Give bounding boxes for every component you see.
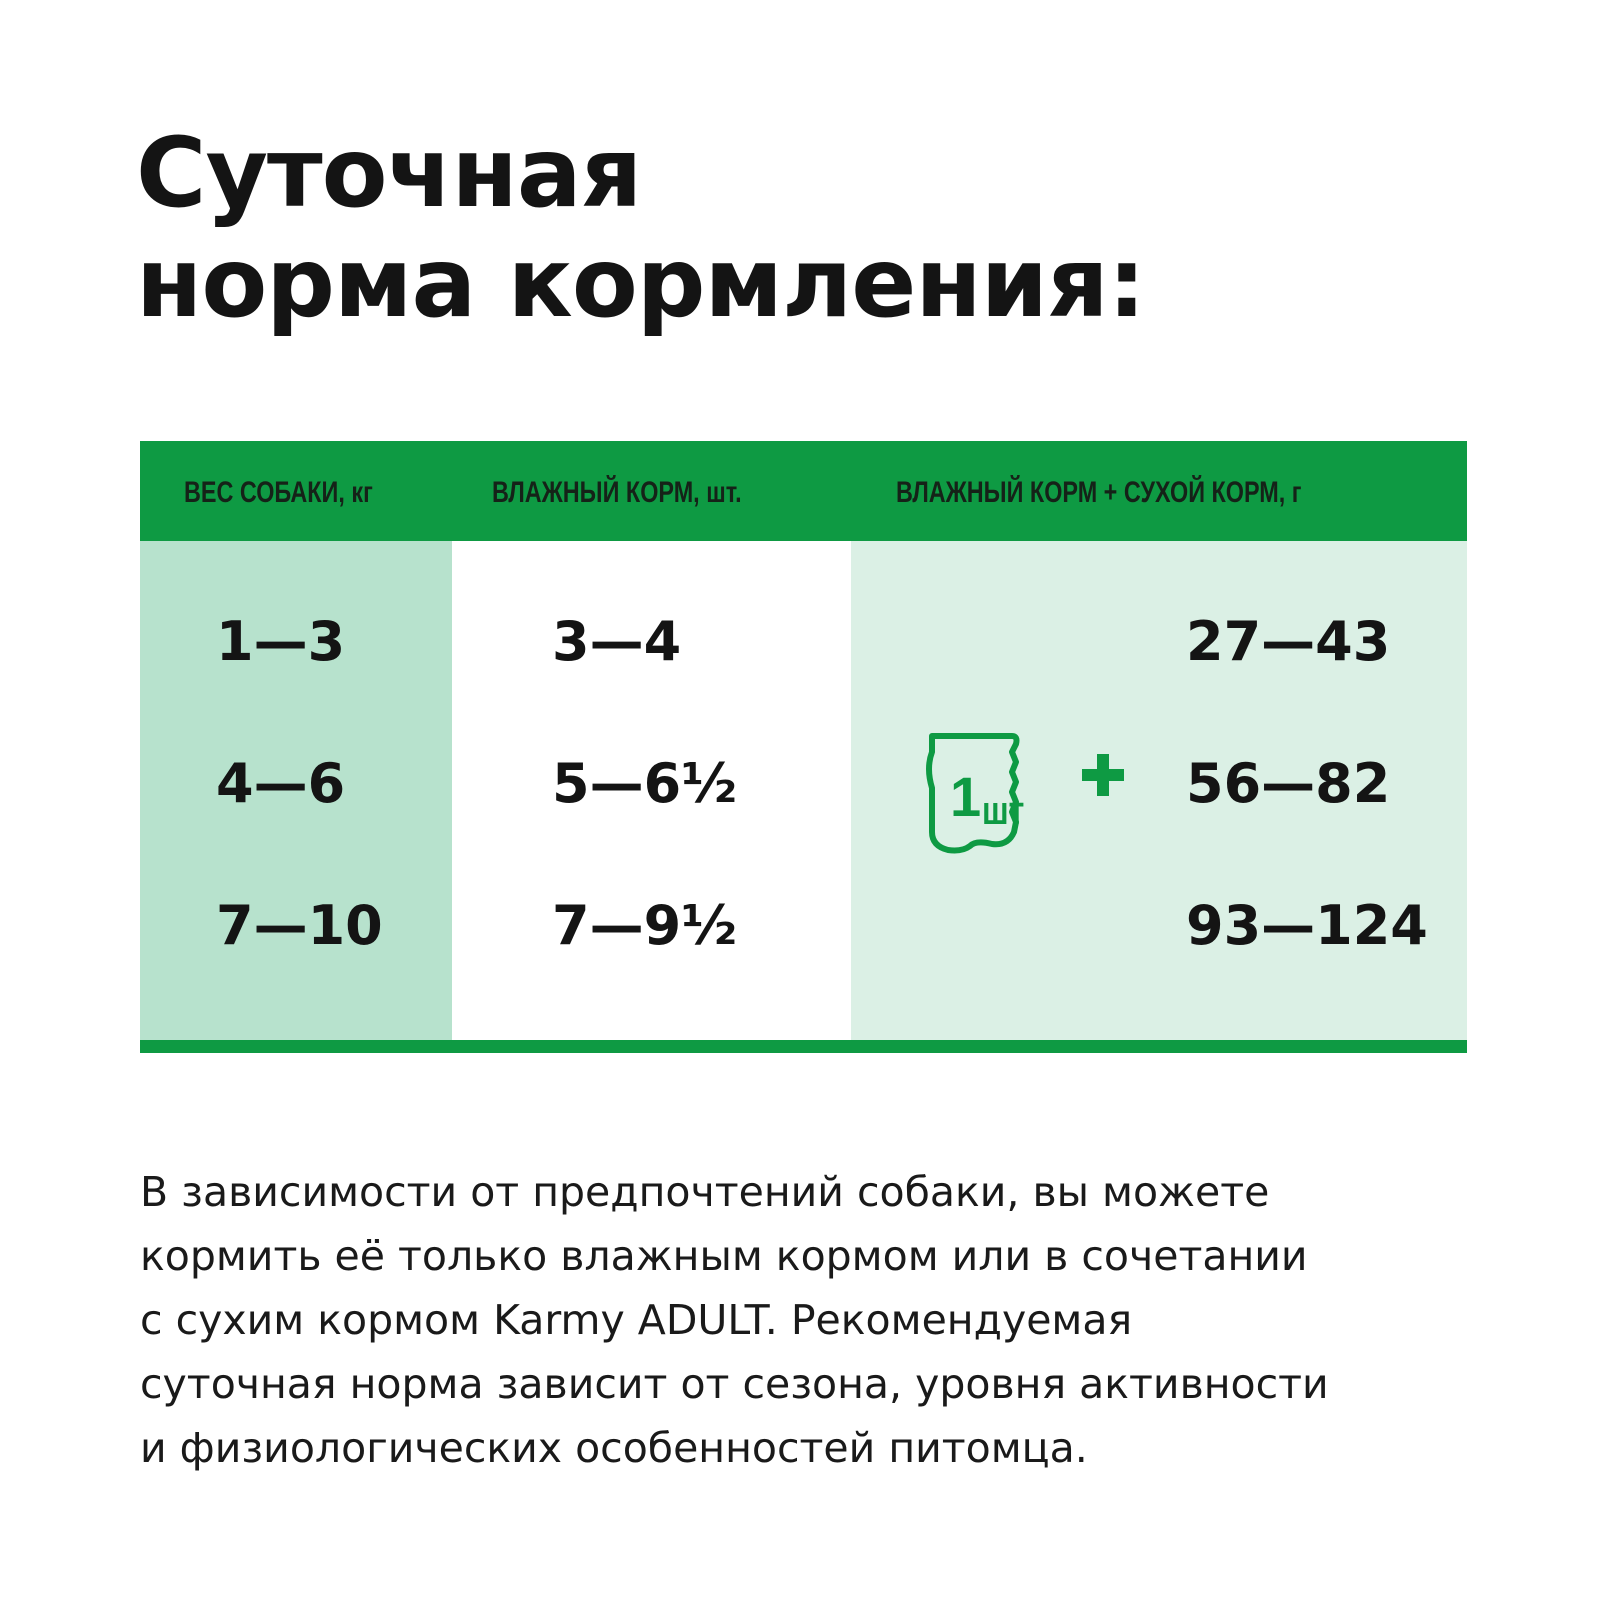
cell-dry-row-2: 56—82: [1186, 752, 1391, 815]
header-wet-plus-dry: ВЛАЖНЫЙ КОРМ + СУХОЙ КОРМ, г: [896, 476, 1302, 509]
cell-wet-row-1: 3—4: [552, 610, 682, 673]
plus-icon: [1080, 752, 1126, 798]
cell-dry-row-1: 27—43: [1186, 610, 1391, 673]
description-line-5: и физиологических особенностей питомца.: [140, 1424, 1088, 1472]
description-line-1: В зависимости от предпочтений собаки, вы можете: [140, 1168, 1270, 1216]
cell-weight-row-2: 4—6: [216, 752, 346, 815]
header-dog-weight: ВЕС СОБАКИ, кг: [184, 476, 373, 509]
description-line-3: с сухим кормом Karmy ADULT. Рекомендуемая: [140, 1296, 1133, 1344]
header-wet-food: ВЛАЖНЫЙ КОРМ, шт.: [492, 476, 742, 509]
page-title: [136, 118, 1145, 338]
cell-weight-row-1: 1—3: [216, 610, 346, 673]
cell-weight-row-3: 7—10: [216, 894, 383, 957]
pouch-unit: шт: [982, 787, 1025, 833]
feeding-table: [140, 441, 1467, 1053]
title-line-2: норма кормления:: [136, 227, 1146, 339]
table-header: [140, 441, 1467, 541]
cell-dry-row-3: 93—124: [1186, 894, 1428, 957]
pouch-icon: [920, 728, 1050, 860]
description-line-2: кормить её только влажным кормом или в сочетании: [140, 1232, 1308, 1280]
table-bottom-bar: [140, 1040, 1467, 1053]
pouch-count: 1: [950, 765, 982, 828]
description: [140, 1160, 1480, 1480]
cell-wet-row-2: 5—6½: [552, 752, 738, 815]
title-line-1: Суточная: [136, 117, 642, 229]
description-line-4: суточная норма зависит от сезона, уровня активности: [140, 1360, 1329, 1408]
cell-wet-row-3: 7—9½: [552, 894, 738, 957]
